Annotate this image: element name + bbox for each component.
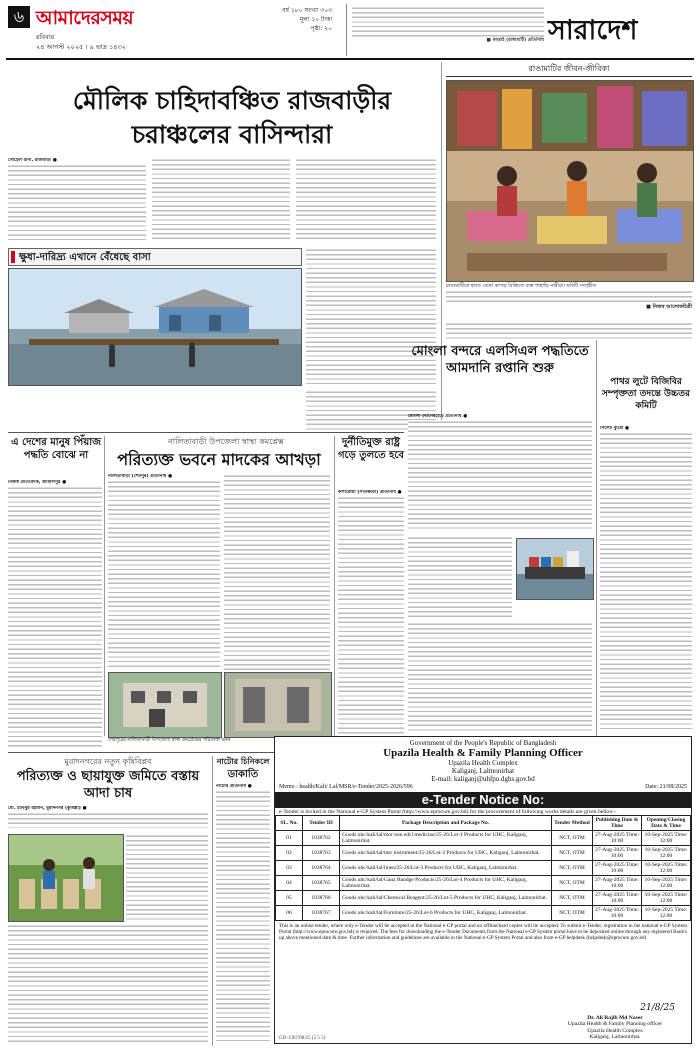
tender-header-sl: SL. No.	[276, 816, 303, 831]
ginger-farm-image	[9, 835, 123, 921]
agri-kicker: মুরাদনগরের নতুন কৃষিবিপ্লব	[64, 757, 152, 766]
table-row	[276, 831, 691, 846]
lead-byline: সোহেল রানা,	[8, 158, 34, 163]
mongla-byline: মোংলা (বাগেরহাট) প্রতিনিধি ●	[408, 414, 468, 419]
masthead-brief	[352, 6, 544, 50]
tender-signer-title: Upazila Health & Family Planning officer	[567, 1021, 663, 1028]
cell-method: NCT, OTM	[552, 846, 593, 861]
cell-pub: 27-Aug-2025 Time: 10:00	[593, 861, 642, 876]
left-byline: নিজস্ব প্রতিবেদক, জামালপুর ●	[8, 480, 67, 485]
cell-pub: 27-Aug-2025 Time: 10:00	[593, 846, 642, 861]
table-row	[276, 891, 691, 906]
cell-close: 10-Sep-2025 Time: 12:00	[642, 876, 691, 891]
left-body	[8, 480, 102, 750]
issue-info-line: মূল্য ১০ টাকা	[299, 16, 332, 23]
mongla-body-col-3	[408, 622, 592, 732]
masthead	[0, 0, 700, 60]
cell-pub: 27-Aug-2025 Time: 10:00	[593, 876, 642, 891]
cell-close: 10-Sep-2025 Time: 12:00	[642, 861, 691, 876]
mongla-body-col-2	[408, 536, 512, 620]
cell-close: 10-Sep-2025 Time: 12:00	[642, 906, 691, 921]
cell-id: 1038764	[303, 861, 340, 876]
table-row	[276, 846, 691, 861]
tender-header-pkg: Package Description and Package No.	[340, 816, 552, 831]
cell-method: NCT, OTM	[552, 831, 593, 846]
tender-place: Kaliganj, Lalmonirhat	[451, 767, 515, 775]
date-line: ২৪ আগস্ট ২০২৫ । ৯ ভাদ্র ১৪৩২	[36, 43, 126, 51]
table-row	[276, 876, 691, 891]
cell-id: 1038762	[303, 831, 340, 846]
cell-pkg: Goods uhc/kali/lal/Chemical Reagent/25-26/Lot-5 Products for UHC, Kaliganj, Lalmonirhat.	[340, 891, 552, 906]
cell-method: NCT, OTM	[552, 861, 593, 876]
day-label: রবিবার	[36, 33, 55, 41]
cell-sl: 04	[276, 876, 303, 891]
agri-byline: মো. হাবিবুর রহমান, মুরাদনগর (কুমিল্লা) ●	[8, 806, 87, 811]
cell-pub: 27-Aug-2025 Time: 10:00	[593, 891, 642, 906]
photo-story-body	[446, 322, 692, 340]
agri-body-col-2	[126, 834, 208, 920]
lead-headline: মৌলিক চাহিদাবঞ্চিত রাজবাড়ীর চরাঞ্চলের বাসিন্দারা	[72, 86, 392, 149]
drug-headline: পরিত্যক্ত ভবনে মাদকের আখড়া	[117, 450, 321, 469]
agri-body-col-3	[8, 924, 208, 1044]
photo-story-image	[446, 80, 694, 282]
nat-kicker: নাটোর চিনিকলে	[216, 756, 270, 766]
tender-notice	[274, 736, 692, 1044]
column-divider	[334, 436, 335, 736]
drug-byline: নালিতাবাড়ী (শেরপুর) প্রতিনিধি ●	[108, 474, 172, 479]
drug-photo-2	[224, 672, 332, 738]
agri-body-col-1	[8, 806, 208, 830]
nat-body	[216, 784, 270, 1044]
tender-title-band: e-Tender Notice No:	[275, 792, 691, 808]
cell-id: 1038765	[303, 876, 340, 891]
nat-byline: নাটোর প্রতিনিধি ●	[216, 784, 252, 789]
tender-gov: Government of the People's Republic of Bangladesh	[409, 739, 557, 747]
dun-body	[338, 490, 404, 736]
photo-story-caption	[446, 283, 692, 319]
cell-pub: 27-Aug-2025 Time: 10:00	[593, 906, 642, 921]
tender-header-pub: Publishing Date & Time	[593, 816, 642, 831]
nat-headline: ডাকাতি	[227, 769, 259, 780]
section-title: সারাদেশ	[548, 15, 638, 46]
cell-method: NCT, OTM	[552, 891, 593, 906]
cell-close: 10-Sep-2025 Time: 12:00	[642, 846, 691, 861]
tender-signer-block	[545, 1015, 685, 1041]
issue-info-line: বর্ষ ১৮০ সংখ্যা ৩০৩	[282, 7, 332, 14]
cargo-ship-image	[517, 539, 593, 599]
column-divider	[212, 756, 213, 1046]
building-interior-image	[225, 673, 331, 737]
mongla-body-col-1	[408, 414, 592, 534]
issue-info-line: পৃষ্ঠা: ২০	[310, 25, 332, 32]
cell-sl: 06	[276, 906, 303, 921]
lead-body-col-2	[152, 158, 290, 242]
cell-pkg: Goods uhc/kali/lal/mor non edcl medicine/25-26/Lot-1 Products for UHC, Kaliganj, Lalmonirhat.	[340, 831, 552, 846]
tender-intro: e-Tender is invited in the National e-GP System Portal (http://www.eprocure.gov.bd) for the procurement of following works details are given bellow:-	[279, 809, 617, 815]
tender-memo: Memo : health/Kali/ Lal/MSR/e-Tender/2025-2026/596	[279, 784, 413, 790]
pathor-byline: সিলেট ব্যুরো ●	[600, 426, 629, 431]
dun-byline: কলারোয়া (সাতক্ষীরা) প্রতিনিধি ●	[338, 490, 402, 495]
brief-credit: ■ কাপ্তাই (রাঙ্গামাটি) প্রতিনিধি	[486, 38, 544, 43]
lead-byline-place: রাজবাড়ী ●	[34, 158, 57, 163]
weaving-market-image	[447, 81, 693, 281]
drug-body-col-1	[108, 474, 220, 670]
tender-signer: Dr. Ali Rajib Md Naser	[587, 1014, 643, 1021]
lead-photo	[8, 268, 302, 386]
drug-photo-1	[108, 672, 222, 738]
agri-headline: পরিত্যক্ত ও ছায়াযুক্ত জমিতে বস্তায় আদা চাষ	[16, 769, 200, 801]
agri-photo	[8, 834, 124, 922]
tender-header-close: Opening/Closing Date & Time	[642, 816, 691, 831]
cell-method: NCT, OTM	[552, 876, 593, 891]
mongla-photo	[516, 538, 594, 600]
tender-signer-office: Upazila Health Complex	[587, 1027, 643, 1034]
masthead-divider	[346, 4, 347, 56]
newspaper-logo: আমাদেরসময়	[36, 7, 134, 29]
photo-credit: ■ নিজস্ব আলোকচিত্রী	[646, 304, 692, 311]
tender-header-id: Tender ID	[303, 816, 340, 831]
masthead-rule	[6, 58, 694, 60]
cell-close: 10-Sep-2025 Time: 12:00	[642, 891, 691, 906]
photo-story-label: রাঙামাটির জীবন-জীবিকা	[446, 62, 692, 77]
drug-body-col-2	[224, 474, 330, 670]
tender-gd: GD-1367/08/25 (5 5 5)	[279, 1036, 326, 1041]
cell-method: NCT, OTM	[552, 906, 593, 921]
riverside-houses-image	[9, 269, 301, 385]
table-row	[276, 906, 691, 921]
cell-id: 1038763	[303, 846, 340, 861]
cell-sl: 03	[276, 861, 303, 876]
cell-sl: 01	[276, 831, 303, 846]
drug-caption-text: শেরপুরের নালিতাবাড়ী উপজেলা স্বাস্থ্য কমপ্লেক্সের পরিত্যক্ত ভবন	[108, 738, 231, 743]
abandoned-building-image	[109, 673, 221, 737]
column-divider	[104, 436, 105, 736]
mongla-headline: মোংলা বন্দরে এলসিএল পদ্ধতিতে আমদানি রপ্তানি শুরু	[411, 344, 589, 376]
photo-caption-text: রাঙামাটিতে হাতে বোনা কাপড় বিক্রিতে ব্যস্ত পাহাড়ি নারীরা। ছবিটি সংগৃহীত	[446, 283, 597, 289]
tender-footer: This is an online tender, where only e-Tender will be accepted in the National e-GP portal and no offline/hard copies will be accepted. To submit e-Tender, registration in the national e-GP System Portal (http://www.eprocure.gov.bd) is required. The fees for downloading the e-Tender Documents from the National e-GP System portal have to be deposited online through any registered Bank's up above mentioned date & time. Further information and guidelines are available in the National e-GP System Portal and also from e-GP helpdesk (helpdesk@eprocure.gov.bd)	[279, 923, 687, 942]
cell-pub: 27-Aug-2025 Time: 10:00	[593, 831, 642, 846]
section-rule	[8, 432, 404, 433]
lead-subhead-bar	[8, 248, 302, 266]
cell-sl: 02	[276, 846, 303, 861]
tender-signer-place: Kaliganj, Lalmonirhat.	[589, 1034, 641, 1041]
left-headline: এ দেশের মানুষ পিঁয়াজ পদ্ধতি বোঝে না	[10, 437, 102, 461]
tender-signature: 21/8/25	[640, 1003, 675, 1013]
pathor-headline: পাথর লুটে বিজিবির সম্পৃক্ততা তদন্তে উচ্চতর কমিটি	[602, 377, 690, 411]
drug-kicker: নালিতাবাড়ী উপজেলা স্বাস্থ্য কমপ্লেক্স	[168, 437, 284, 446]
lead-subhead: ক্ষুধা-দারিদ্র্য এখানে বেঁধেছে বাসা	[19, 252, 151, 263]
issue-info	[232, 6, 332, 33]
cell-pkg: Goods uhc/kali/lal/linen/25-26/Lot-3 Products for UHC, Kaliganj, Lalmonirhat.	[340, 861, 552, 876]
page-number-badge: ৬	[8, 6, 30, 28]
cell-pkg: Goods uhc/kali/lal/Furniture/25-26/Lot-6 Products for UHC, Kaliganj, Lalmonirhat.	[340, 906, 552, 921]
lead-body-col-1	[8, 158, 146, 242]
tender-table	[275, 815, 691, 921]
cell-close: 10-Sep-2025 Time: 12:00	[642, 831, 691, 846]
dun-headline: দুর্নীতিমুক্ত রাষ্ট্র গড়ে তুলতে হবে	[338, 437, 404, 461]
cell-id: 1038766	[303, 891, 340, 906]
tender-header-method: Tender Method	[552, 816, 593, 831]
tender-complex: Upazila Health Complex	[448, 759, 518, 767]
subhead-marker	[11, 251, 15, 263]
tender-office: Upazila Health & Family Planning Officer	[383, 747, 583, 759]
cell-pkg: Goods uhc/kali/lal/Gauz Bandge Products/25-26/Lot-4 Products for UHC, Kaliganj, Lalmonirhat.	[340, 876, 552, 891]
tender-email: E-mail: kaliganj@uhfpo.dghs.gov.bd	[431, 775, 535, 783]
lead-body-col-3	[296, 158, 436, 242]
pathor-body	[600, 426, 692, 732]
cell-pkg: Goods uhc/kali/lal/msr instrument/25-26/Lot-2 Products for UHC, Kaliganj, Lalmonirhat.	[340, 846, 552, 861]
tender-date: Date: 21/08/2025	[645, 784, 687, 790]
table-row	[276, 861, 691, 876]
cell-sl: 05	[276, 891, 303, 906]
cell-id: 1038767	[303, 906, 340, 921]
